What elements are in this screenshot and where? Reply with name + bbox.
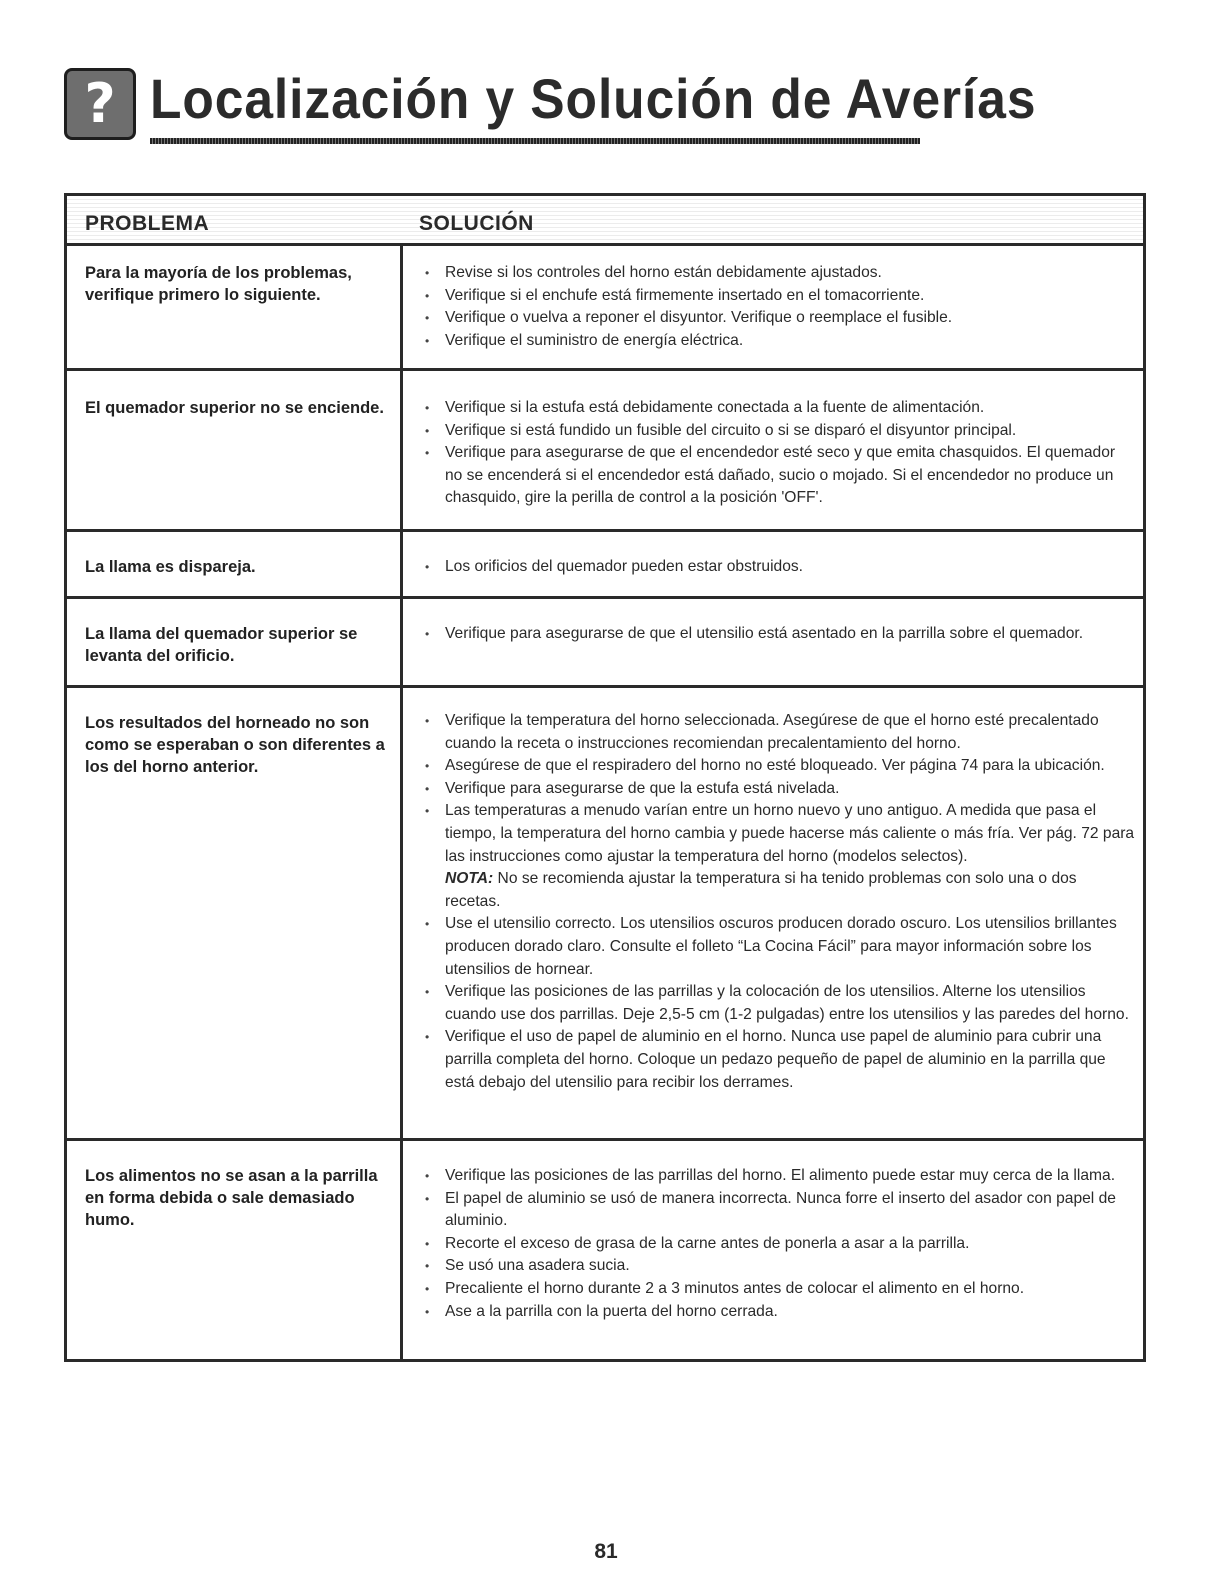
table-row: [67, 1141, 1143, 1359]
solution-item: • El papel de aluminio se usó de manera incorrecta. Nunca forre el inserto del asador con papel de aluminio.: [425, 1188, 1135, 1233]
table-row: [67, 371, 1143, 532]
solution-item: • Verifique el suministro de energía eléctrica.: [425, 330, 1135, 353]
header-solution: SOLUCIÓN: [419, 212, 534, 235]
problem-text: Los resultados del horneado no son como se esperaban o son diferentes a los del horno anterior.: [85, 714, 385, 776]
solution-list: [425, 623, 1135, 646]
note-label: NOTA:: [445, 870, 494, 888]
question-mark-icon: ?: [64, 68, 136, 140]
solution-list: [425, 397, 1135, 510]
solution-item: • Precaliente el horno durante 2 a 3 minutos antes de colocar el alimento en el horno.: [425, 1278, 1135, 1301]
solution-item: • Recorte el exceso de grasa de la carne antes de ponerla a asar a la parrilla.: [425, 1233, 1135, 1256]
table-header: [67, 196, 1143, 246]
problem-text: La llama del quemador superior se levanta del orificio.: [85, 625, 358, 665]
solution-list: [425, 556, 1135, 579]
solution-item: • Ase a la parrilla con la puerta del horno cerrada.: [425, 1301, 1135, 1324]
solution-list: [425, 262, 1135, 352]
solution-item: • Verifique el uso de papel de aluminio en el horno. Nunca use papel de aluminio para cubrir una parrilla completa del horno. Coloque un pedazo pequeño de papel de aluminio en la parrilla que está debajo del utensilio para recibir los derrames.: [425, 1026, 1135, 1094]
solution-item: • Revise si los controles del horno están debidamente ajustados.: [425, 262, 1135, 285]
table-row: [67, 599, 1143, 688]
troubleshooting-table: [64, 193, 1146, 1362]
table-row: [67, 688, 1143, 1141]
solution-text: Las temperaturas a menudo varían entre un horno nuevo y uno antiguo. A medida que pasa el tiempo, la temperatura del horno cambia y puede hacerse más caliente o más fría. Ver pág. 72 para las instrucciones como ajustar la temperatura del horno (modelos selectos).: [445, 802, 1135, 865]
solution-item: • Verifique si la estufa está debidamente conectada a la fuente de alimentación.: [425, 397, 1135, 420]
note-text: No se recomienda ajustar la temperatura si ha tenido problemas con solo una o dos recetas.: [445, 870, 1077, 910]
solution-item: • Use el utensilio correcto. Los utensilios oscuros producen dorado oscuro. Los utensilios brillantes producen dorado claro. Consulte el folleto “La Cocina Fácil” para mayor información sobre los utensilios de hornear.: [425, 913, 1135, 981]
page-header: [64, 62, 1037, 152]
problem-text: Los alimentos no se asan a la parrilla en forma debida o sale demasiado humo.: [85, 1167, 378, 1229]
table-row: [67, 532, 1143, 599]
problem-text: Para la mayoría de los problemas, verifique primero lo siguiente.: [85, 264, 352, 304]
solution-item: • Verifique para asegurarse de que la estufa está nivelada.: [425, 778, 1135, 801]
header-problem: PROBLEMA: [85, 212, 210, 235]
solution-item: • Se usó una asadera sucia.: [425, 1255, 1135, 1278]
solution-item: [425, 800, 1135, 913]
title-underline: [150, 138, 920, 144]
solution-item: • Verifique o vuelva a reponer el disyuntor. Verifique o reemplace el fusible.: [425, 307, 1135, 330]
problem-text: La llama es dispareja.: [85, 558, 256, 576]
solution-item: • Asegúrese de que el respiradero del horno no esté bloqueado. Ver página 74 para la ubicación.: [425, 755, 1135, 778]
solution-item: • Verifique si el enchufe está firmemente insertado en el tomacorriente.: [425, 285, 1135, 308]
solution-item: • Verifique para asegurarse de que el encendedor esté seco y que emita chasquidos. El quemador no se encenderá si el encendedor está dañado, sucio o mojado. Si el encendedor no produce un chasquido, gire la perilla de control a la posición 'OFF'.: [425, 442, 1135, 510]
problem-text: El quemador superior no se enciende.: [85, 399, 384, 417]
table-row: [67, 246, 1143, 371]
solution-item: • Verifique si está fundido un fusible del circuito o si se disparó el disyuntor principal.: [425, 420, 1135, 443]
solution-item: • Verifique para asegurarse de que el utensilio está asentado en la parrilla sobre el quemador.: [425, 623, 1135, 646]
solution-item: • Verifique la temperatura del horno seleccionada. Asegúrese de que el horno esté precalentado cuando la receta o instrucciones recomiendan precalentamiento del horno.: [425, 710, 1135, 755]
solution-item: • Los orificios del quemador pueden estar obstruidos.: [425, 556, 1135, 579]
solution-list: [425, 710, 1135, 1094]
solution-item: • Verifique las posiciones de las parrillas del horno. El alimento puede estar muy cerca de la llama.: [425, 1165, 1135, 1188]
page-title: Localización y Solución de Averías: [150, 67, 1037, 130]
solution-item: • Verifique las posiciones de las parrillas y la colocación de los utensilios. Alterne los utensilios cuando use dos parrillas. Deje 2,5-5 cm (1-2 pulgadas) entre los utensilios y las paredes del horno.: [425, 981, 1135, 1026]
page-number: 81: [594, 1540, 618, 1563]
solution-list: [425, 1165, 1135, 1323]
